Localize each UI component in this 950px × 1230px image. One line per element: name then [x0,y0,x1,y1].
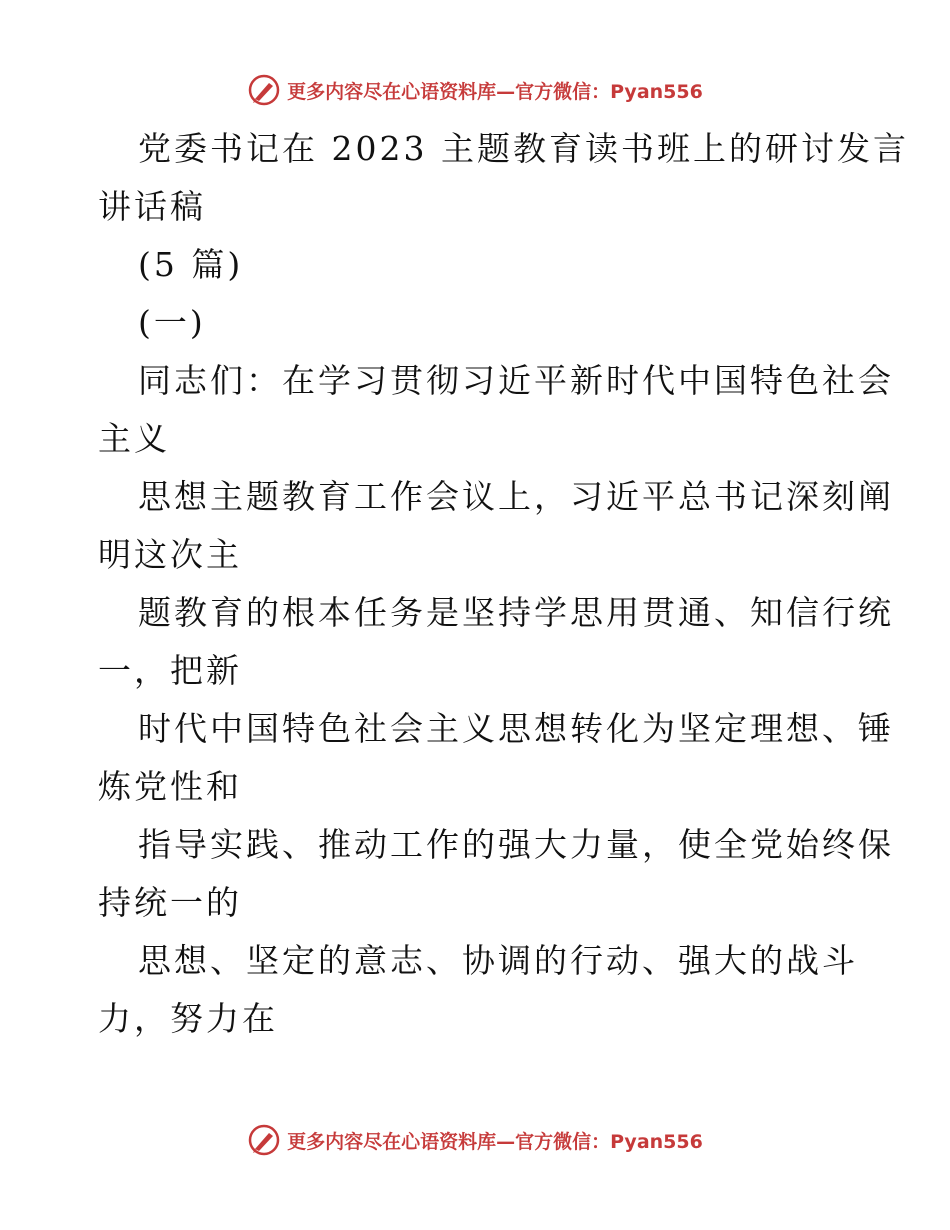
text-line [98,816,894,874]
line-text: 指导实践、推动工作的强大力量，使全党始终保 [138,825,894,864]
text-line [98,932,858,990]
line-text: 题教育的根本任务是坚持学思用贯通、知信行统 [138,593,894,632]
line-text: (一) [138,303,206,342]
line-text: 主义 [98,419,170,458]
watermark-text: 更多内容尽在心语资料库—官方微信：Pyan556 [287,1130,703,1153]
text-line [98,990,858,1048]
footer-watermark [0,1120,950,1160]
line-text: (5 篇) [138,245,244,284]
line-text: 炼党性和 [98,767,242,806]
header-watermark [0,70,950,110]
line-text: 持统一的 [98,883,242,922]
text-line [98,700,894,758]
document-body [98,120,909,1048]
text-line [98,294,858,352]
line-text: 同志们：在学习贯彻习近平新时代中国特色社会 [138,361,894,400]
text-line [98,468,894,526]
line-text: 时代中国特色社会主义思想转化为坚定理想、锤 [138,709,894,748]
text-line [98,874,858,932]
line-text: 思想、坚定的意志、协调的行动、强大的战斗 [138,941,858,980]
line-text: 讲话稿 [98,187,206,226]
text-line [98,352,894,410]
watermark-text: 更多内容尽在心语资料库—官方微信：Pyan556 [287,80,703,103]
text-line [98,642,858,700]
text-line [98,584,894,642]
text-line [98,236,858,294]
line-text: 力，努力在 [98,999,278,1038]
text-line [98,526,858,584]
pen-logo-icon [247,73,281,107]
text-line [98,178,858,236]
text-line [98,758,858,816]
line-text: 一，把新 [98,651,242,690]
line-text: 明这次主 [98,535,242,574]
line-text: 思想主题教育工作会议上，习近平总书记深刻阐 [138,477,894,516]
text-line [98,120,909,178]
line-text: 党委书记在 2023 主题教育读书班上的研讨发言 [138,129,909,168]
pen-logo-icon [247,1123,281,1157]
text-line [98,410,858,468]
